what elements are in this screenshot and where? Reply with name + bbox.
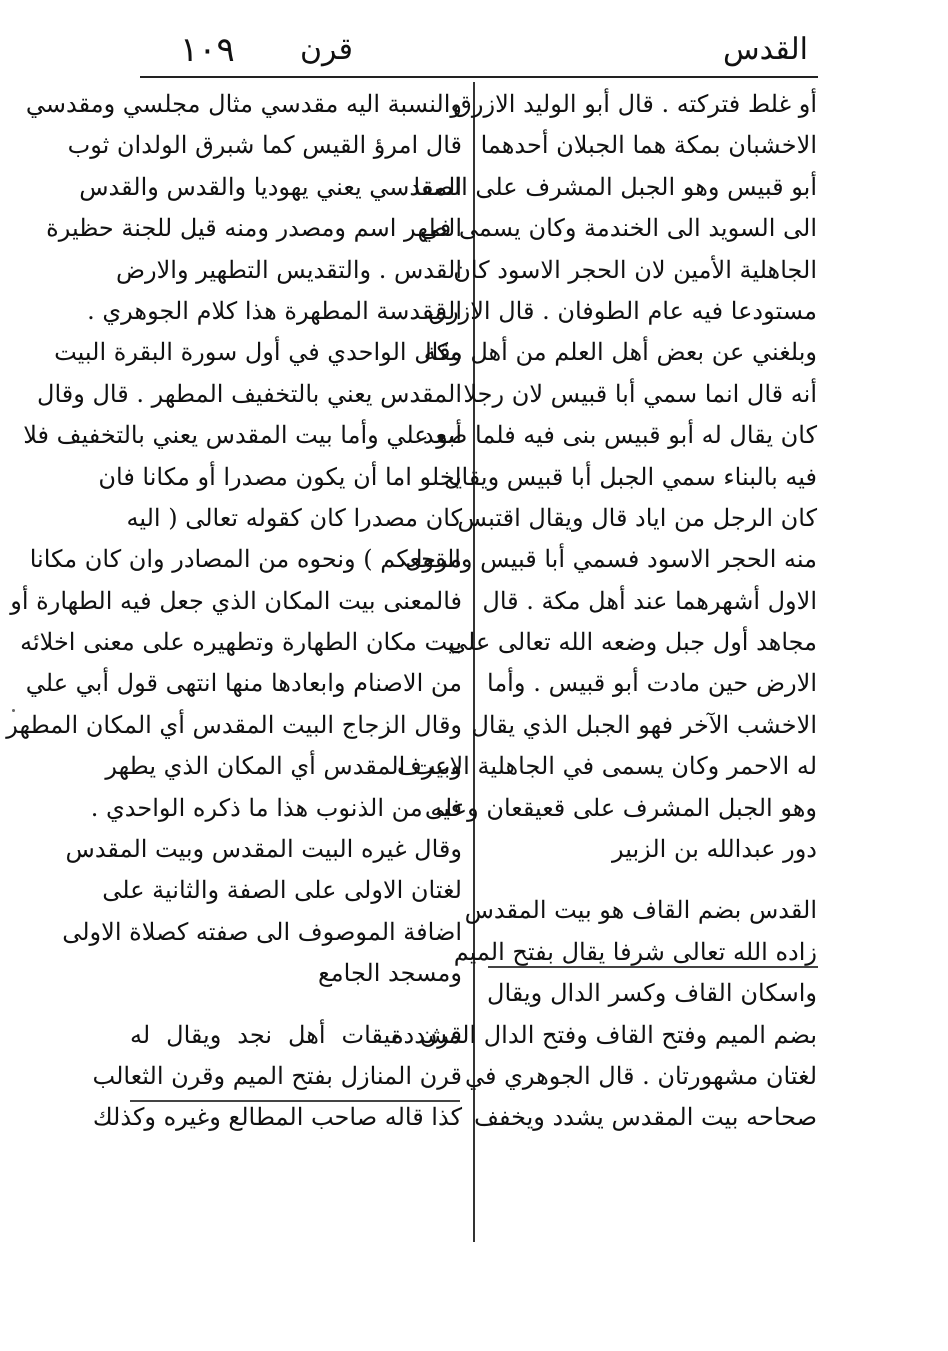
entry-line: قرن المنازل بفتح الميم وقرن الثعالب bbox=[92, 1061, 462, 1090]
text-line: المقدسة المطهرة هذا كلام الجوهري . bbox=[87, 296, 462, 325]
spacer bbox=[487, 870, 817, 890]
text-line: دور عبدالله بن الزبير bbox=[611, 835, 817, 864]
page-number: ١٠٩ bbox=[180, 30, 235, 70]
text-line: وقال الزجاج البيت المقدس أي المكان المطهر bbox=[6, 710, 462, 739]
text-line: الى السويد الى الخندمة وكان يسمى في bbox=[419, 214, 817, 243]
text-line: الجاهلية الأمين لان الحجر الاسود كان bbox=[453, 255, 817, 284]
text-line: منه الحجر الاسود فسمي أبا قبيس والقول bbox=[404, 545, 817, 574]
text-line: والنسبة اليه مقدسي مثال مجلسي ومقدسي bbox=[25, 90, 462, 118]
text-line: أنه قال انما سمي أبا قبيس لان رجلا bbox=[463, 379, 817, 408]
text-line: لغتان الاولى على الصفة والثانية على bbox=[102, 876, 462, 905]
text-line: وبلغني عن بعض أهل العلم من أهل مكة bbox=[423, 338, 817, 367]
text-line: وهو الجبل المشرف على قعيقعان وعلى bbox=[424, 793, 817, 822]
entry-separator bbox=[130, 1100, 460, 1102]
header-rule bbox=[140, 76, 818, 78]
header-headword-center: قرن bbox=[300, 32, 353, 67]
text-line: وقال غيره البيت المقدس وبيت المقدس bbox=[65, 835, 462, 864]
text-line: ومسجد الجامع bbox=[318, 959, 462, 988]
entry-line: زاده الله تعالى شرفا يقال بفتح الميم bbox=[453, 937, 817, 966]
text-line: قال امرؤ القيس كما شبرق الولدان ثوب bbox=[67, 131, 462, 160]
text-line: فالمعنى بيت المكان الذي جعل فيه الطهارة أو bbox=[10, 586, 462, 615]
text-line: بيت مكان الطهارة وتطهيره على معنى اخلائه bbox=[20, 628, 462, 657]
text-line: له الاحمر وكان يسمى في الجاهلية الاعرف bbox=[397, 752, 817, 781]
entry-separator bbox=[488, 966, 818, 968]
left-column bbox=[6, 84, 462, 1139]
text-line: من الاصنام وابعادها منها انتهى قول أبي علي bbox=[25, 669, 462, 698]
entry-line: واسكان القاف وكسر الدال ويقال bbox=[487, 979, 817, 1008]
spacer bbox=[130, 995, 462, 1015]
text-line: الاخشب الآخر فهو الجبل الذي يقال bbox=[471, 710, 817, 739]
text-line: كان مصدرا كان كقوله تعالى ( اليه bbox=[126, 503, 462, 532]
text-line: أبو علي وأما بيت المقدس يعني بالتخفيف فلا bbox=[23, 421, 462, 450]
entry-line: لغتان مشهورتان . قال الجوهري في bbox=[464, 1061, 817, 1090]
text-line: يخلو اما أن يكون مصدرا أو مكانا فان bbox=[98, 462, 462, 491]
text-line: الاخشبان بمكة هما الجبلان أحدهما bbox=[480, 131, 817, 160]
entry-line: بضم الميم وفتح القاف وفتح الدال المشددة bbox=[390, 1020, 817, 1049]
text-line: المقدس يعني بالتخفيف المطهر . قال وقال bbox=[37, 379, 462, 408]
text-line: المقدسي يعني يهوديا والقدس والقدس bbox=[79, 172, 462, 201]
text-line: مرجعكم ) ونحوه من المصادر وان كان مكانا bbox=[29, 545, 462, 574]
text-line: أو غلط فتركته . قال أبو الوليد الازرق bbox=[453, 90, 817, 118]
text-line: مجاهد أول جبل وضعه الله تعالى على bbox=[448, 628, 817, 657]
text-line: وبيت المقدس أي المكان الذي يطهر bbox=[105, 752, 462, 781]
text-line: كان يقال له أبو قبيس بنى فيه فلما صعد bbox=[422, 421, 817, 450]
text-line: أبو قبيس وهو الجبل المشرف على الصفا bbox=[413, 172, 817, 201]
entry-line: القدس بضم القاف هو بيت المقدس bbox=[464, 896, 817, 925]
text-line: الارض حين مادت أبو قبيس . وأما bbox=[487, 669, 817, 698]
text-line: فيه من الذنوب هذا ما ذكره الواحدي . bbox=[90, 793, 462, 822]
text-line: كان الرجل من اياد قال ويقال اقتبس bbox=[457, 503, 817, 532]
text-line: القدس . والتقديس التطهير والارض bbox=[116, 255, 462, 284]
header-headword: القدس bbox=[722, 32, 808, 67]
text-line: وقال الواحدي في أول سورة البقرة البيت bbox=[54, 338, 462, 367]
entry-line: قرن ميقات أهل نجد ويقال له bbox=[130, 1020, 462, 1049]
entry-line: صحاحه بيت المقدس يشدد ويخفف bbox=[474, 1103, 817, 1132]
text-line: الاول أشهرهما عند أهل مكة . قال bbox=[482, 586, 817, 615]
text-line: فيه بالبناء سمي الجبل أبا قبيس ويقال bbox=[444, 462, 817, 491]
entry-line: كذا قاله صاحب المطالع وغيره وكذلك bbox=[92, 1103, 462, 1132]
text-line: اضافة الموصوف الى صفته كصلاة الاولى bbox=[62, 917, 462, 946]
text-line: مستودعا فيه عام الطوفان . قال الازرق bbox=[428, 296, 817, 325]
text-line: الطهر اسم ومصدر ومنه قيل للجنة حظيرة bbox=[46, 214, 462, 243]
